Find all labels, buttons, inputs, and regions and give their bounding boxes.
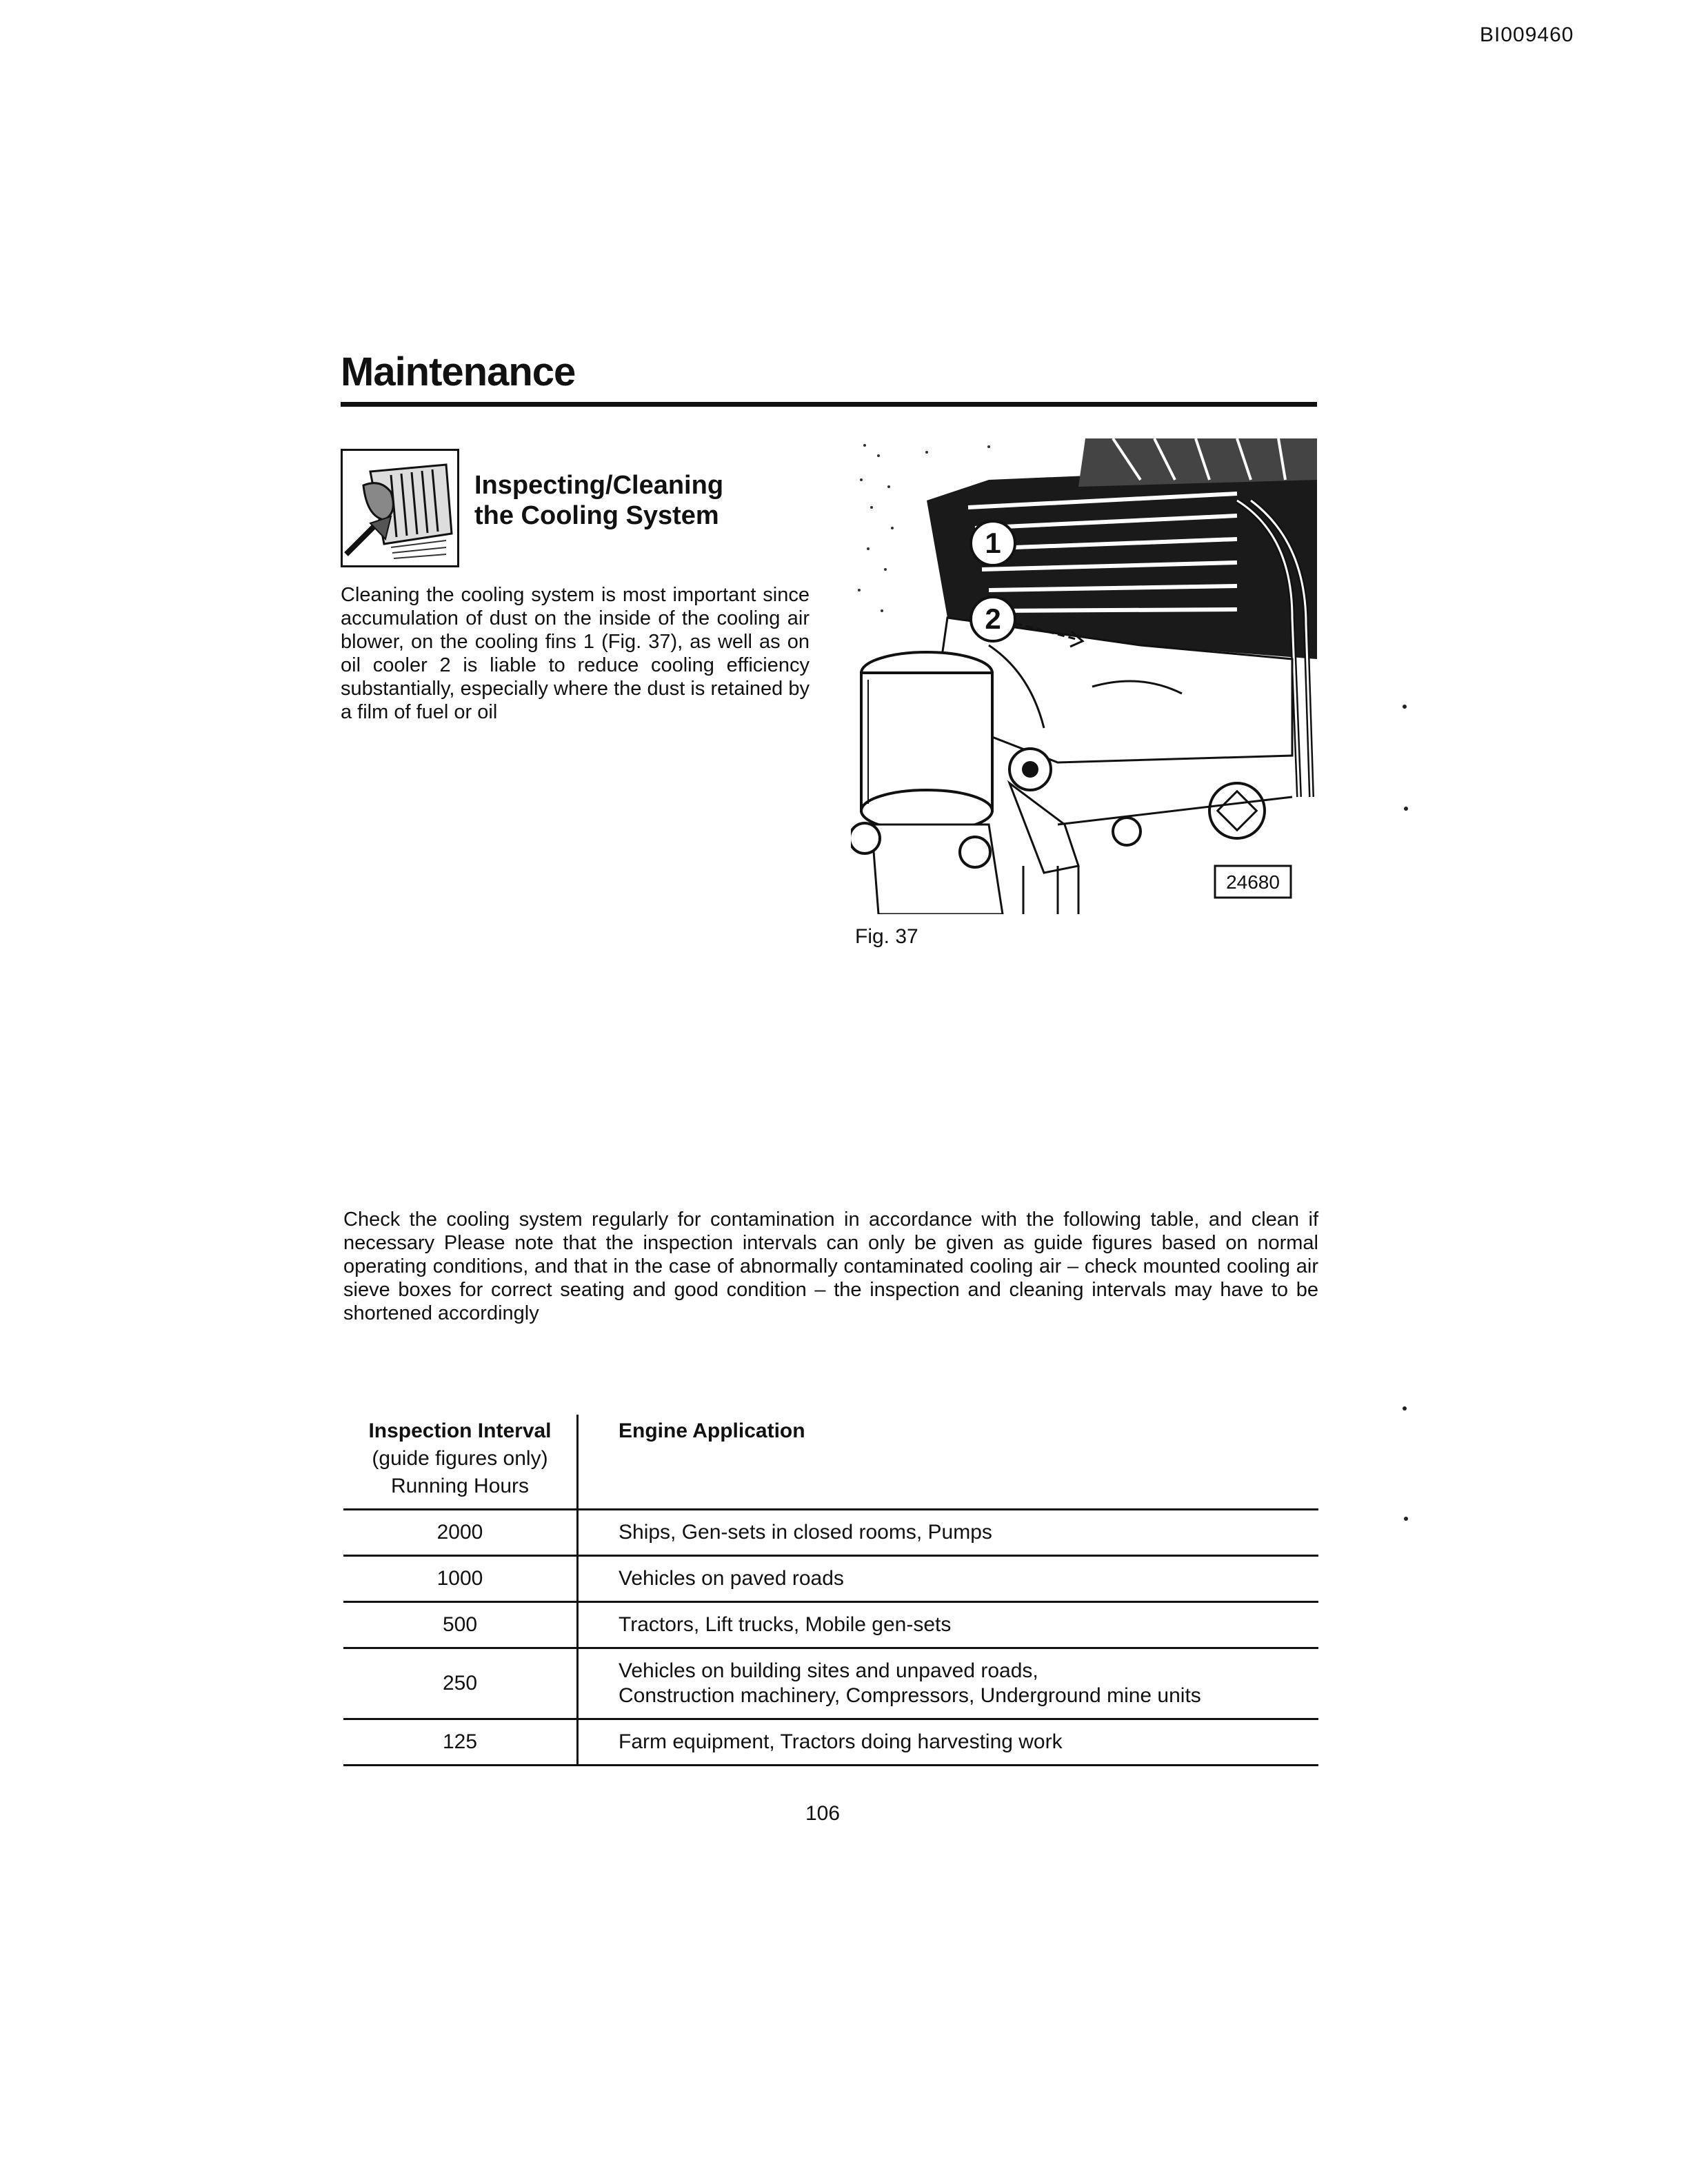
section-heading-line-1: Inspecting/Cleaning [474, 471, 724, 500]
scan-mark [1403, 705, 1407, 709]
table-row [343, 1719, 1318, 1766]
callout-2-label: 2 [985, 603, 1001, 635]
table-row [343, 1648, 1318, 1719]
application-cell [578, 1648, 1319, 1719]
engine-cooling-figure [851, 438, 1317, 914]
table-row [343, 1556, 1318, 1602]
header-left-line-1: Inspection Interval [368, 1419, 552, 1442]
application-line-2: Construction machinery, Compressors, Underground mine units [619, 1684, 1201, 1707]
figure-reference-number: 24680 [1226, 871, 1280, 893]
header-left-line-2: (guide figures only) [372, 1447, 548, 1470]
application-line-1: Vehicles on building sites and unpaved roads, [619, 1659, 1038, 1682]
application-cell: Farm equipment, Tractors doing harvesting work [578, 1719, 1319, 1766]
hours-cell: 125 [343, 1719, 578, 1766]
table-header-row [343, 1415, 1318, 1510]
scan-mark [1403, 1406, 1407, 1410]
application-cell: Tractors, Lift trucks, Mobile gen-sets [578, 1602, 1319, 1648]
application-cell: Vehicles on paved roads [578, 1556, 1319, 1602]
scan-mark [1404, 1517, 1408, 1521]
hours-cell: 500 [343, 1602, 578, 1648]
hours-cell: 250 [343, 1648, 578, 1719]
hours-cell: 1000 [343, 1556, 578, 1602]
application-cell: Ships, Gen-sets in closed rooms, Pumps [578, 1510, 1319, 1556]
section-heading-line-2: the Cooling System [474, 501, 719, 530]
scan-mark [1404, 807, 1408, 811]
body-paragraph: Check the cooling system regularly for contamination in accordance with the following table, and clean if necessary Please note that the inspection intervals can only be given as guide figures based on normal operating conditions, and that in the case of abnormally contaminated cooling air – check mounted cooling air sieve boxes for correct seating and good condition – the inspection and cleaning intervals may have to be shortened accordingly [343, 1209, 1318, 1324]
table-row [343, 1602, 1318, 1648]
page-title: Maintenance [341, 350, 576, 394]
header-left-line-3: Running Hours [390, 1475, 530, 1497]
table-row [343, 1510, 1318, 1556]
header-inspection-interval [343, 1415, 578, 1510]
header-engine-application: Engine Application [619, 1419, 805, 1442]
callout-1-label: 1 [985, 527, 1001, 559]
section-heading [474, 470, 792, 531]
figure-caption: Fig. 37 [855, 925, 918, 948]
title-rule [341, 402, 1317, 407]
cooling-cleaning-icon [341, 449, 459, 567]
inspection-interval-table [343, 1415, 1318, 1766]
document-id: BI009460 [1480, 23, 1574, 46]
page-number: 106 [805, 1802, 841, 1825]
hours-cell: 2000 [343, 1510, 578, 1556]
intro-paragraph: Cleaning the cooling system is most important since accumulation of dust on the inside of the cooling air blower, on the cooling fins 1 (Fig. 37), as well as on oil cooler 2 is liable to reduce cooling efficiency substantially, especially where the dust is retained by a film of fuel or oil [341, 584, 810, 723]
